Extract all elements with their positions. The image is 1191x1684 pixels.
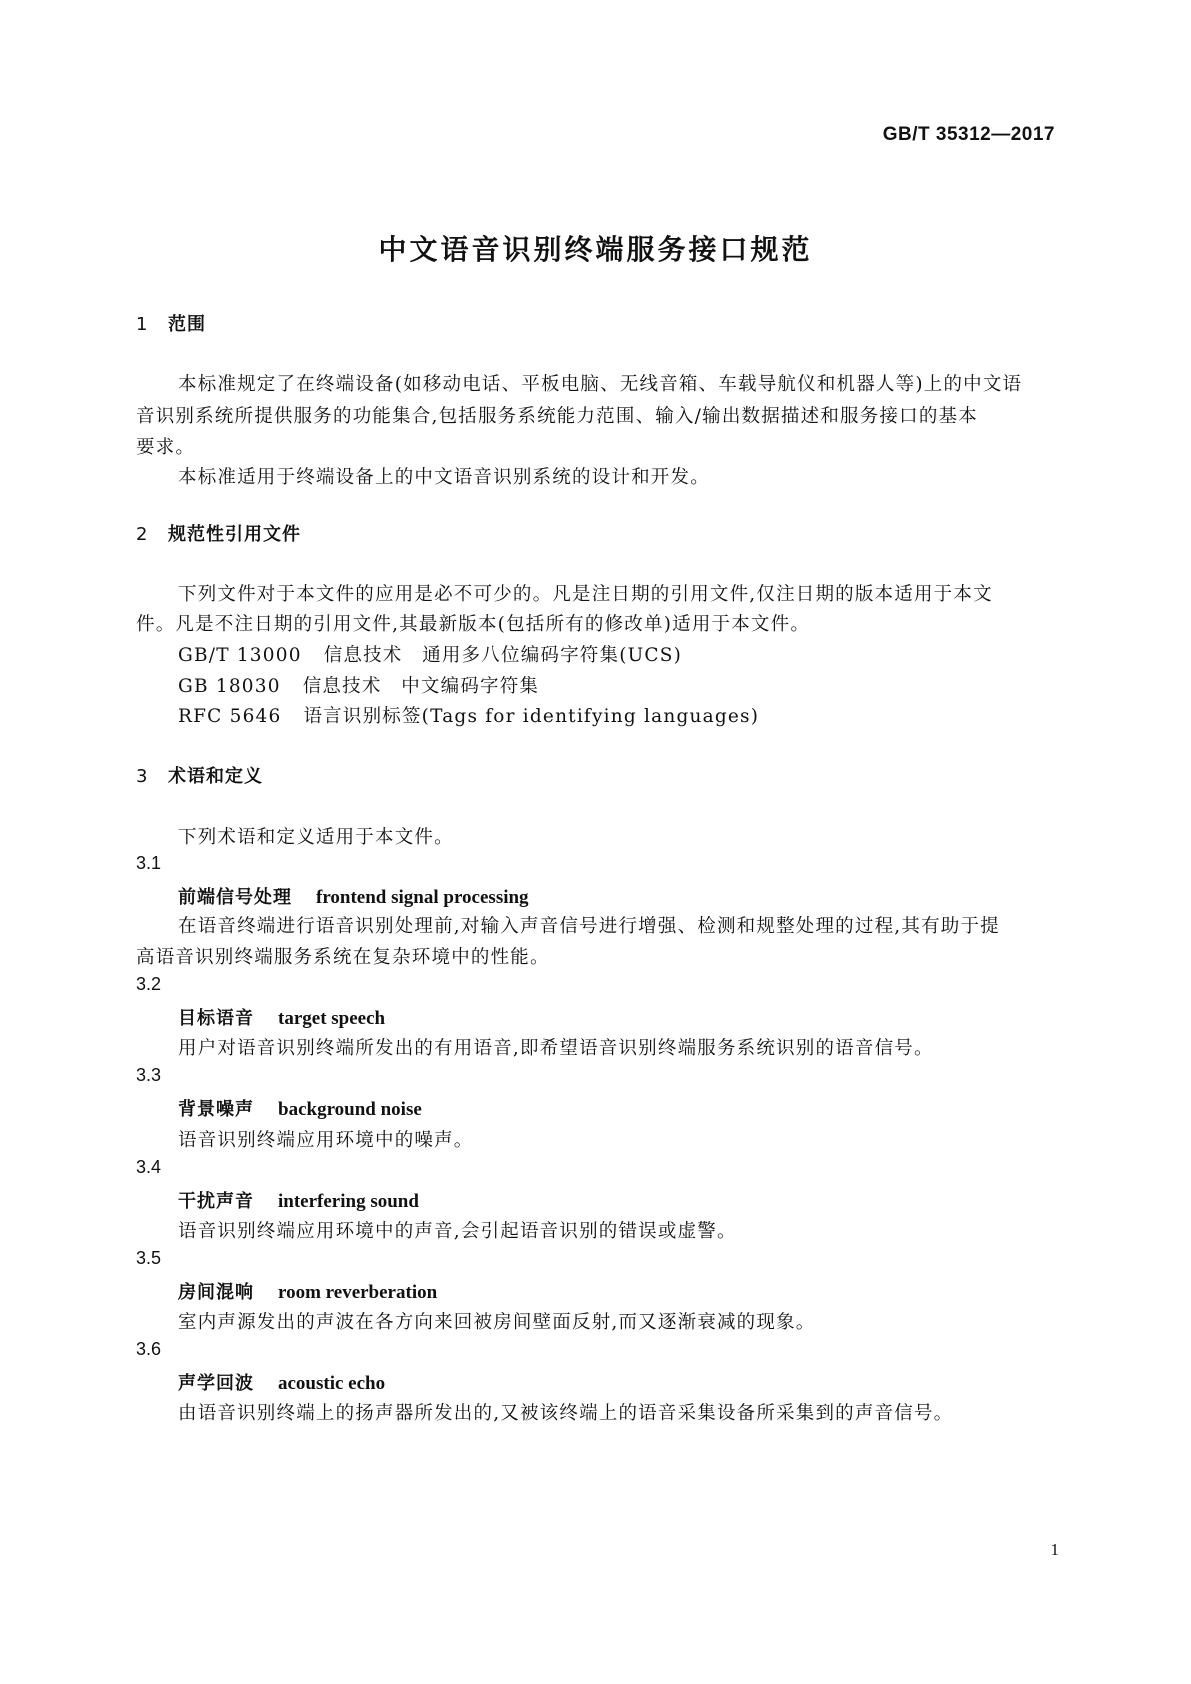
terms-intro: 下列术语和定义适用于本文件。 (178, 827, 454, 848)
term-number: 3.6 (136, 1339, 162, 1359)
term-zh: 背景噪声 (178, 1099, 254, 1120)
section-title: 规范性引用文件 (168, 524, 301, 545)
term-definition: 由语音识别终端上的扬声器所发出的,又被该终端上的语音采集设备所采集到的声音信号。 (178, 1403, 954, 1424)
term-en: room reverberation (278, 1282, 438, 1303)
section-number: 1 (136, 314, 149, 335)
term-en: target speech (278, 1008, 386, 1029)
scope-paragraph-line: 要求。 (136, 437, 196, 458)
term-definition: 在语音终端进行语音识别处理前,对输入声音信号进行增强、检测和规整处理的过程,其有助于提 (178, 916, 1000, 937)
document-title: 中文语音识别终端服务接口规范 (378, 233, 813, 266)
term-en: frontend signal processing (316, 887, 529, 908)
term-zh: 干扰声音 (178, 1191, 254, 1212)
term-definition: 高语音识别终端服务系统在复杂环境中的性能。 (136, 947, 550, 968)
reference-entry (178, 702, 759, 728)
scope-paragraph-line: 本标准规定了在终端设备(如移动电话、平板电脑、无线音箱、车载导航仪和机器人等)上的中文语 (178, 374, 1023, 395)
normative-paragraph-line: 下列文件对于本文件的应用是必不可少的。凡是注日期的引用文件,仅注日期的版本适用于本文 (178, 584, 993, 605)
normative-paragraph-line: 件。凡是不注日期的引用文件,其最新版本(包括所有的修改单)适用于本文件。 (136, 614, 811, 635)
term-en: interfering sound (278, 1191, 419, 1212)
term-definition: 语音识别终端应用环境中的声音,会引起语音识别的错误或虚警。 (178, 1221, 737, 1242)
scope-paragraph-applicability: 本标准适用于终端设备上的中文语音识别系统的设计和开发。 (178, 467, 710, 488)
term-number: 3.5 (136, 1248, 162, 1268)
term-title (178, 1095, 422, 1121)
term-definition: 室内声源发出的声波在各方向来回被房间壁面反射,而又逐渐衰减的现象。 (178, 1312, 816, 1333)
section-title: 范围 (168, 314, 206, 335)
standard-number: GB/T 35312—2017 (882, 124, 1055, 145)
term-number: 3.3 (136, 1065, 162, 1085)
page-number: 1 (1050, 1540, 1059, 1559)
reference-code: GB/T 13000 (178, 645, 302, 666)
section-heading-terms (136, 762, 263, 788)
term-zh: 声学回波 (178, 1373, 254, 1394)
section-heading-scope (136, 310, 206, 336)
reference-title: 语言识别标签(Tags for identifying languages) (303, 706, 760, 727)
term-zh: 房间混响 (178, 1282, 254, 1303)
term-title (178, 1187, 419, 1213)
reference-entry (178, 641, 682, 667)
section-number: 3 (136, 766, 149, 787)
reference-entry (178, 672, 539, 698)
scope-paragraph-line: 音识别系统所提供服务的功能集合,包括服务系统能力范围、输入/输出数据描述和服务接口的基本 (136, 406, 978, 427)
section-number: 2 (136, 524, 149, 545)
term-definition: 用户对语音识别终端所发出的有用语音,即希望语音识别终端服务系统识别的语音信号。 (178, 1038, 934, 1059)
term-title (178, 1278, 437, 1304)
reference-code: GB 18030 (178, 676, 281, 697)
term-title (178, 1369, 385, 1395)
term-number: 3.2 (136, 974, 162, 994)
term-zh: 前端信号处理 (178, 887, 292, 908)
section-heading-normative-references (136, 520, 301, 546)
reference-title: 信息技术 通用多八位编码字符集(UCS) (323, 645, 683, 666)
term-title (178, 883, 529, 909)
term-en: background noise (278, 1099, 422, 1120)
term-zh: 目标语音 (178, 1008, 254, 1029)
term-number: 3.4 (136, 1157, 162, 1177)
term-number: 3.1 (136, 853, 162, 873)
term-definition: 语音识别终端应用环境中的噪声。 (178, 1130, 474, 1151)
reference-title: 信息技术 中文编码字符集 (302, 676, 540, 697)
term-title (178, 1004, 385, 1030)
term-en: acoustic echo (278, 1373, 386, 1394)
reference-code: RFC 5646 (178, 706, 282, 727)
section-title: 术语和定义 (168, 766, 263, 787)
